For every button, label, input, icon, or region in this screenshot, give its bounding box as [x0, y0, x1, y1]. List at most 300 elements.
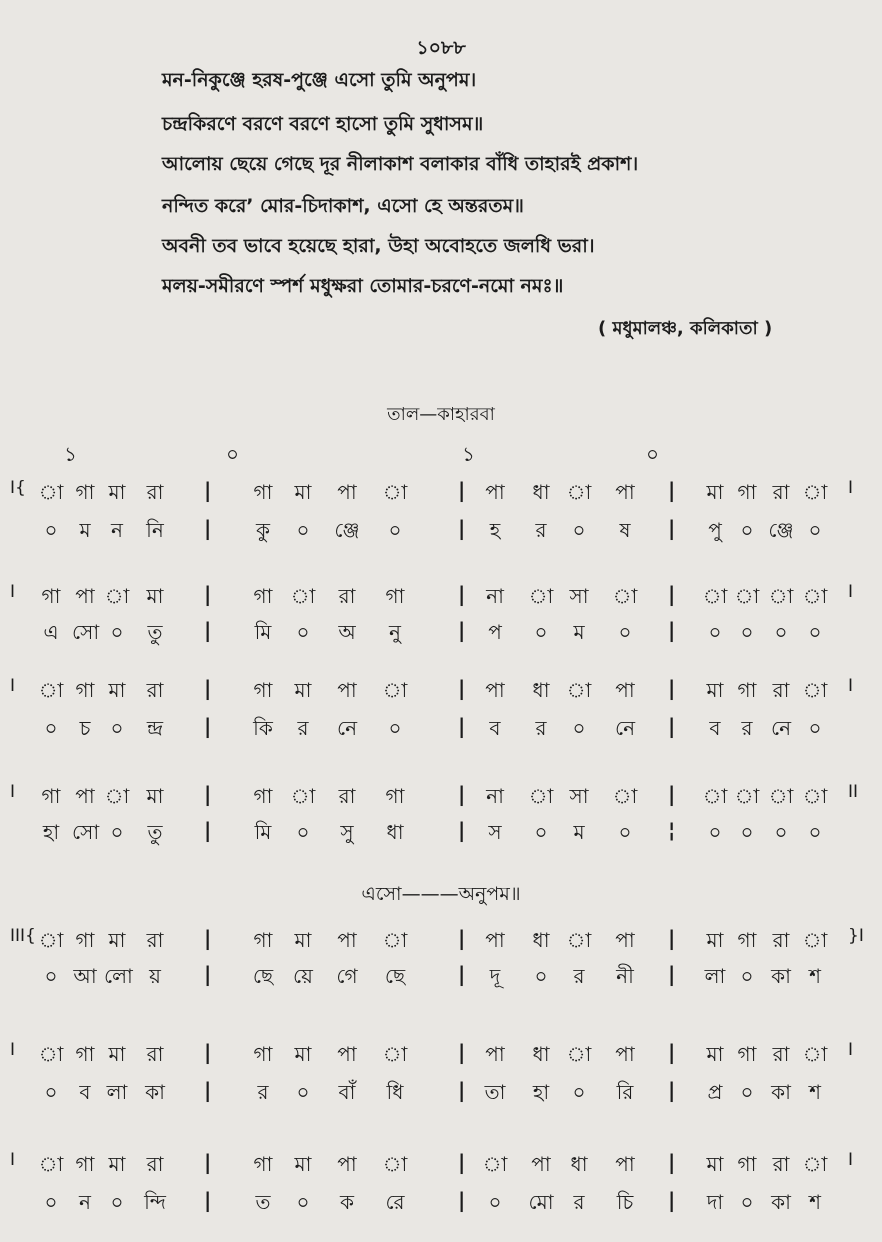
lyric-syllable: ক [340, 1190, 354, 1214]
swara-note: গা [737, 678, 757, 702]
swara-note: মা [706, 928, 724, 952]
lyric-syllable: ০ [388, 518, 402, 542]
bar-line: | [668, 516, 676, 540]
bar-line: | [204, 818, 212, 842]
swara-note: া [802, 1042, 828, 1066]
lyric-syllable: ০ [110, 716, 124, 740]
bar-line: | [204, 1150, 212, 1174]
swara-note: গা [385, 584, 405, 608]
swara-note: গা [75, 928, 95, 952]
swara-row [0, 1150, 882, 1190]
lyric-syllable: চি [616, 1190, 634, 1214]
verse-line: অবনী তব ভাবে হয়েছে হারা, উহা অবোহতে জলধি ভরা। [162, 235, 595, 257]
swara-note: া [566, 928, 592, 952]
swara-note: া [382, 678, 408, 702]
bar-line: | [458, 618, 466, 642]
beat-marker: ০ [646, 442, 660, 466]
lyric-syllable: কা [145, 1080, 165, 1104]
bar-line: | [204, 516, 212, 540]
bar-line: | [204, 1188, 212, 1212]
swara-note: ধা [532, 928, 550, 952]
swara-note: া [566, 1042, 592, 1066]
swara-note: রা [146, 1042, 164, 1066]
lyric-syllable: র [573, 964, 585, 988]
lyric-syllable: ০ [808, 518, 822, 542]
verse-line: আলোয় ছেয়ে গেছে দূর নীলাকাশ বলাকার বাঁধি তাহারই প্রকাশ। [162, 153, 639, 175]
tala-title: তাল—কাহারবা [387, 404, 495, 425]
swara-note: রা [772, 678, 790, 702]
swara-note: পা [337, 480, 357, 504]
bar-line: | [204, 962, 212, 986]
swara-note: া [38, 1042, 64, 1066]
lyric-syllable: ন [111, 518, 123, 542]
swara-note: পা [485, 1042, 505, 1066]
swara-note: মা [706, 480, 724, 504]
lyric-syllable: ০ [708, 620, 722, 644]
row-end-mark: I [848, 1040, 854, 1060]
lyric-syllable: কা [771, 1080, 791, 1104]
swara-note: সা [569, 784, 589, 808]
swara-note: মা [294, 678, 312, 702]
bar-line: | [204, 676, 212, 700]
lyric-syllable: ০ [808, 620, 822, 644]
swara-note: া [802, 480, 828, 504]
bar-line: | [668, 676, 676, 700]
lyric-syllable: নে [770, 716, 792, 740]
bar-line: | [204, 478, 212, 502]
swara-note: গা [75, 678, 95, 702]
lyric-syllable: মি [254, 620, 272, 644]
row-end-mark: II [848, 782, 859, 802]
lyric-syllable: ০ [296, 1080, 310, 1104]
swara-note: পা [615, 480, 635, 504]
lyric-syllable: ০ [44, 518, 58, 542]
swara-note: মা [294, 1152, 312, 1176]
lyric-syllable: ০ [774, 620, 788, 644]
lyric-syllable: রে [385, 1190, 405, 1214]
lyric-syllable: ব [489, 716, 501, 740]
swara-note: া [566, 480, 592, 504]
swara-note: গা [75, 1152, 95, 1176]
swara-note: মা [294, 928, 312, 952]
lyric-syllable: ছে [252, 964, 274, 988]
lyric-syllable: লো [104, 964, 133, 988]
lyric-syllable: ব [79, 1080, 91, 1104]
lyric-syllable: পু [708, 518, 722, 542]
swara-note: পা [75, 784, 95, 808]
beat-marker: ১ [462, 442, 475, 466]
row-start-mark: III{ [10, 926, 36, 946]
swara-note: পা [615, 928, 635, 952]
swara-note: া [802, 678, 828, 702]
lyric-syllable: কা [771, 1190, 791, 1214]
lyric-syllable: প [488, 620, 502, 644]
swara-note: গা [253, 584, 273, 608]
bar-line: | [458, 478, 466, 502]
lyric-syllable: ০ [110, 820, 124, 844]
swara-note: মা [706, 1042, 724, 1066]
lyric-syllable: সো [72, 820, 100, 844]
swara-note: মা [108, 1042, 126, 1066]
lyric-syllable: মি [254, 820, 272, 844]
row-end-mark: I [848, 676, 854, 696]
lyric-syllable: ঞ্জে [768, 518, 794, 542]
swara-note: া [382, 480, 408, 504]
bar-line: | [458, 1188, 466, 1212]
lyric-syllable: সু [340, 820, 354, 844]
swara-row [0, 582, 882, 622]
lyric-syllable: ধি [386, 1080, 404, 1104]
page-number: ১০৮৮ [416, 37, 466, 59]
swara-note: া [382, 1042, 408, 1066]
swara-note: না [486, 784, 504, 808]
lyric-syllable: রি [616, 1080, 634, 1104]
row-start-mark: I [10, 676, 16, 696]
bar-line: | [668, 1040, 676, 1064]
lyric-syllable: এ [43, 620, 59, 644]
swara-note: া [768, 584, 794, 608]
swara-note: ধা [532, 678, 550, 702]
lyric-syllable: র [257, 1080, 269, 1104]
lyric-syllable: দা [706, 1190, 724, 1214]
lyric-syllable: ০ [488, 1190, 502, 1214]
swara-note: া [702, 784, 728, 808]
lyric-syllable: ০ [110, 1190, 124, 1214]
beat-marker: ০ [226, 442, 240, 466]
beat-markers [0, 440, 882, 470]
swara-note: া [566, 678, 592, 702]
swara-note: মা [108, 1152, 126, 1176]
row-start-mark: I [10, 1040, 16, 1060]
row-start-mark: I [10, 582, 16, 602]
lyric-syllable: বাঁ [338, 1080, 356, 1104]
lyric-syllable: ম [79, 518, 91, 542]
swara-row [0, 478, 882, 518]
lyric-syllable: হা [42, 820, 60, 844]
lyric-syllable: ব [709, 716, 721, 740]
bar-line: | [668, 926, 676, 950]
lyric-syllable: ০ [110, 620, 124, 644]
swara-note: মা [108, 928, 126, 952]
swara-note: গা [737, 928, 757, 952]
lyric-syllable: গে [336, 964, 358, 988]
swara-row [0, 676, 882, 716]
bar-line: | [458, 516, 466, 540]
swara-note: রা [772, 928, 790, 952]
row-start-mark: I [10, 782, 16, 802]
swara-note: া [802, 784, 828, 808]
lyric-syllable: য়ে [293, 964, 313, 988]
swara-note: না [486, 584, 504, 608]
lyric-row [0, 516, 882, 556]
row-start-mark: I [10, 1150, 16, 1170]
bar-line: | [458, 714, 466, 738]
swara-note: া [290, 584, 316, 608]
swara-note: া [612, 584, 638, 608]
lyric-row [0, 962, 882, 1002]
swara-note: গা [253, 784, 273, 808]
lyric-syllable: ০ [740, 1190, 754, 1214]
bar-line: | [458, 1150, 466, 1174]
lyric-syllable: অ [338, 620, 356, 644]
lyric-syllable: ন [79, 1190, 91, 1214]
lyric-syllable: কা [771, 964, 791, 988]
bar-line: | [458, 1078, 466, 1102]
lyric-syllable: নে [336, 716, 358, 740]
bar-line: | [204, 1040, 212, 1064]
row-end-mark: I [848, 1150, 854, 1170]
swara-note: পা [531, 1152, 551, 1176]
lyric-syllable: ০ [44, 716, 58, 740]
lyric-syllable: ম [573, 620, 585, 644]
lyric-syllable: হা [532, 1080, 550, 1104]
swara-note: রা [146, 678, 164, 702]
lyric-syllable: ছে [384, 964, 406, 988]
swara-note: া [734, 584, 760, 608]
verse-line: নন্দিত করে’ মোর-চিদাকাশ, এসো হে অন্তরতম॥ [162, 195, 524, 217]
lyric-row [0, 1078, 882, 1118]
lyric-syllable: ০ [296, 620, 310, 644]
swara-note: পা [337, 1042, 357, 1066]
swara-note: পা [485, 678, 505, 702]
swara-note: পা [337, 1152, 357, 1176]
swara-note: া [382, 1152, 408, 1176]
swara-note: পা [615, 678, 635, 702]
lyric-syllable: ০ [572, 1080, 586, 1104]
swara-note: পা [615, 1042, 635, 1066]
swara-note: রা [146, 1152, 164, 1176]
lyric-syllable: লা [704, 964, 726, 988]
lyric-row [0, 1188, 882, 1228]
lyric-syllable: ০ [740, 620, 754, 644]
swara-note: রা [338, 784, 356, 808]
swara-row [0, 1040, 882, 1080]
swara-note: া [38, 1152, 64, 1176]
swara-note: া [528, 784, 554, 808]
lyric-syllable: ন্দি [144, 1190, 166, 1214]
swara-note: া [702, 584, 728, 608]
bar-line: | [668, 582, 676, 606]
swara-note: গা [41, 584, 61, 608]
lyric-syllable: তু [147, 620, 163, 644]
lyric-syllable: শ [809, 964, 821, 988]
bar-line: | [458, 582, 466, 606]
lyric-syllable: র [297, 716, 309, 740]
lyric-syllable: তু [147, 820, 163, 844]
swara-note: মা [108, 678, 126, 702]
swara-note: া [382, 928, 408, 952]
swara-note: গা [385, 784, 405, 808]
lyric-syllable: ০ [774, 820, 788, 844]
swara-note: গা [75, 1042, 95, 1066]
lyric-syllable: ০ [618, 620, 632, 644]
lyric-syllable: ম [573, 820, 585, 844]
swara-row [0, 926, 882, 966]
lyric-syllable: নী [616, 964, 634, 988]
refrain-label: এসো———অনুপম॥ [361, 883, 521, 905]
lyric-syllable: য় [149, 964, 161, 988]
row-start-mark: I{ [10, 478, 26, 498]
swara-note: রা [338, 584, 356, 608]
swara-note: গা [41, 784, 61, 808]
bar-line: | [668, 714, 676, 738]
bar-line: | [204, 782, 212, 806]
swara-note: রা [772, 1042, 790, 1066]
lyric-syllable: নি [146, 518, 164, 542]
lyric-syllable: ০ [572, 716, 586, 740]
bar-line: ¦ [668, 818, 676, 842]
row-end-mark: I [848, 582, 854, 602]
bar-line: | [668, 1150, 676, 1174]
lyric-syllable: হ [489, 518, 501, 542]
swara-note: গা [253, 480, 273, 504]
swara-note: রা [146, 928, 164, 952]
bar-line: | [204, 926, 212, 950]
bar-line: | [668, 1188, 676, 1212]
lyric-syllable: র [741, 716, 753, 740]
swara-note: গা [253, 678, 273, 702]
lyric-syllable: ০ [534, 620, 548, 644]
swara-note: গা [253, 928, 273, 952]
lyric-syllable: আ [73, 964, 97, 988]
lyric-syllable: নু [389, 620, 401, 644]
bar-line: | [458, 1040, 466, 1064]
lyric-syllable: নে [614, 716, 636, 740]
swara-note: রা [146, 480, 164, 504]
swara-note: া [38, 928, 64, 952]
lyric-syllable: কি [253, 716, 273, 740]
swara-note: পা [485, 480, 505, 504]
lyric-syllable: ০ [740, 518, 754, 542]
bar-line: | [204, 714, 212, 738]
swara-note: গা [737, 1152, 757, 1176]
row-end-mark: I [848, 478, 854, 498]
swara-note: পা [615, 1152, 635, 1176]
swara-note: া [38, 678, 64, 702]
bar-line: | [204, 582, 212, 606]
bar-line: | [204, 618, 212, 642]
lyric-syllable: ধা [386, 820, 404, 844]
swara-note: া [104, 784, 130, 808]
swara-note: মা [706, 1152, 724, 1176]
lyric-syllable: তা [484, 1080, 506, 1104]
swara-note: পা [485, 928, 505, 952]
lyric-syllable: স [488, 820, 502, 844]
swara-note: গা [737, 480, 757, 504]
swara-note: মা [706, 678, 724, 702]
verse-line: চন্দ্রকিরণে বরণে বরণে হাসো তুমি সুধাসম॥ [162, 113, 484, 135]
swara-note: পা [75, 584, 95, 608]
lyric-syllable: ০ [388, 716, 402, 740]
lyric-syllable: প্র [707, 1080, 723, 1104]
lyric-syllable: ০ [808, 820, 822, 844]
verse-line: মন-নিকুঞ্জে হরষ-পুঞ্জে এসো তুমি অনুপম। [162, 69, 477, 91]
swara-row [0, 782, 882, 822]
swara-note: গা [253, 1152, 273, 1176]
swara-note: ধা [532, 480, 550, 504]
lyric-syllable: ০ [740, 964, 754, 988]
bar-line: | [458, 818, 466, 842]
lyric-syllable: শ [809, 1080, 821, 1104]
lyric-syllable: দূ [489, 964, 501, 988]
bar-line: | [458, 926, 466, 950]
swara-note: মা [294, 1042, 312, 1066]
lyric-syllable: ০ [808, 716, 822, 740]
lyric-syllable: ০ [296, 1190, 310, 1214]
lyric-syllable: ০ [296, 518, 310, 542]
swara-note: া [768, 784, 794, 808]
swara-note: া [612, 784, 638, 808]
swara-note: গা [75, 480, 95, 504]
lyric-syllable: র [535, 518, 547, 542]
lyric-syllable: শ [809, 1190, 821, 1214]
lyric-row [0, 618, 882, 658]
lyric-syllable: ০ [534, 964, 548, 988]
swara-note: া [528, 584, 554, 608]
swara-note: পা [337, 928, 357, 952]
swara-note: গা [737, 1042, 757, 1066]
swara-note: া [104, 584, 130, 608]
swara-note: মা [146, 584, 164, 608]
lyric-syllable: কু [256, 518, 270, 542]
swara-note: রা [772, 1152, 790, 1176]
lyric-syllable: ০ [740, 820, 754, 844]
lyric-syllable: ০ [534, 820, 548, 844]
lyric-syllable: চ [79, 716, 91, 740]
beat-marker: ১ [64, 442, 77, 466]
bar-line: | [668, 478, 676, 502]
lyric-syllable: ষ [619, 518, 631, 542]
lyric-syllable: মো [528, 1190, 554, 1214]
lyric-syllable: ০ [44, 964, 58, 988]
lyric-row [0, 818, 882, 858]
lyric-syllable: ০ [708, 820, 722, 844]
lyric-syllable: ০ [572, 518, 586, 542]
source-credit: ( মধুমালঞ্চ, কলিকাতা ) [598, 318, 773, 339]
lyric-syllable: ত [255, 1190, 271, 1214]
swara-note: মা [146, 784, 164, 808]
lyric-syllable: সো [72, 620, 100, 644]
swara-note: গা [253, 1042, 273, 1066]
swara-note: ধা [532, 1042, 550, 1066]
lyric-syllable: র [573, 1190, 585, 1214]
lyric-syllable: র [535, 716, 547, 740]
lyric-syllable: ঞ্জে [334, 518, 360, 542]
swara-note: া [734, 784, 760, 808]
bar-line: | [204, 1078, 212, 1102]
swara-note: া [482, 1152, 508, 1176]
swara-note: ধা [570, 1152, 588, 1176]
bar-line: | [458, 962, 466, 986]
swara-note: মা [294, 480, 312, 504]
swara-note: া [802, 928, 828, 952]
lyric-syllable: ০ [618, 820, 632, 844]
lyric-syllable: লা [106, 1080, 128, 1104]
lyric-syllable: ০ [296, 820, 310, 844]
swara-note: া [38, 480, 64, 504]
lyric-syllable: ০ [740, 1080, 754, 1104]
swara-note: পা [337, 678, 357, 702]
swara-note: মা [108, 480, 126, 504]
bar-line: | [458, 782, 466, 806]
bar-line: | [668, 782, 676, 806]
row-end-mark: }I [848, 926, 864, 946]
swara-note: া [802, 584, 828, 608]
lyric-syllable: ০ [44, 1190, 58, 1214]
swara-note: সা [569, 584, 589, 608]
swara-note: রা [772, 480, 790, 504]
verse-line: মলয়-সমীরণে স্পর্শ মধুক্ষরা তোমার-চরণে-নমো নমঃ॥ [162, 275, 564, 297]
